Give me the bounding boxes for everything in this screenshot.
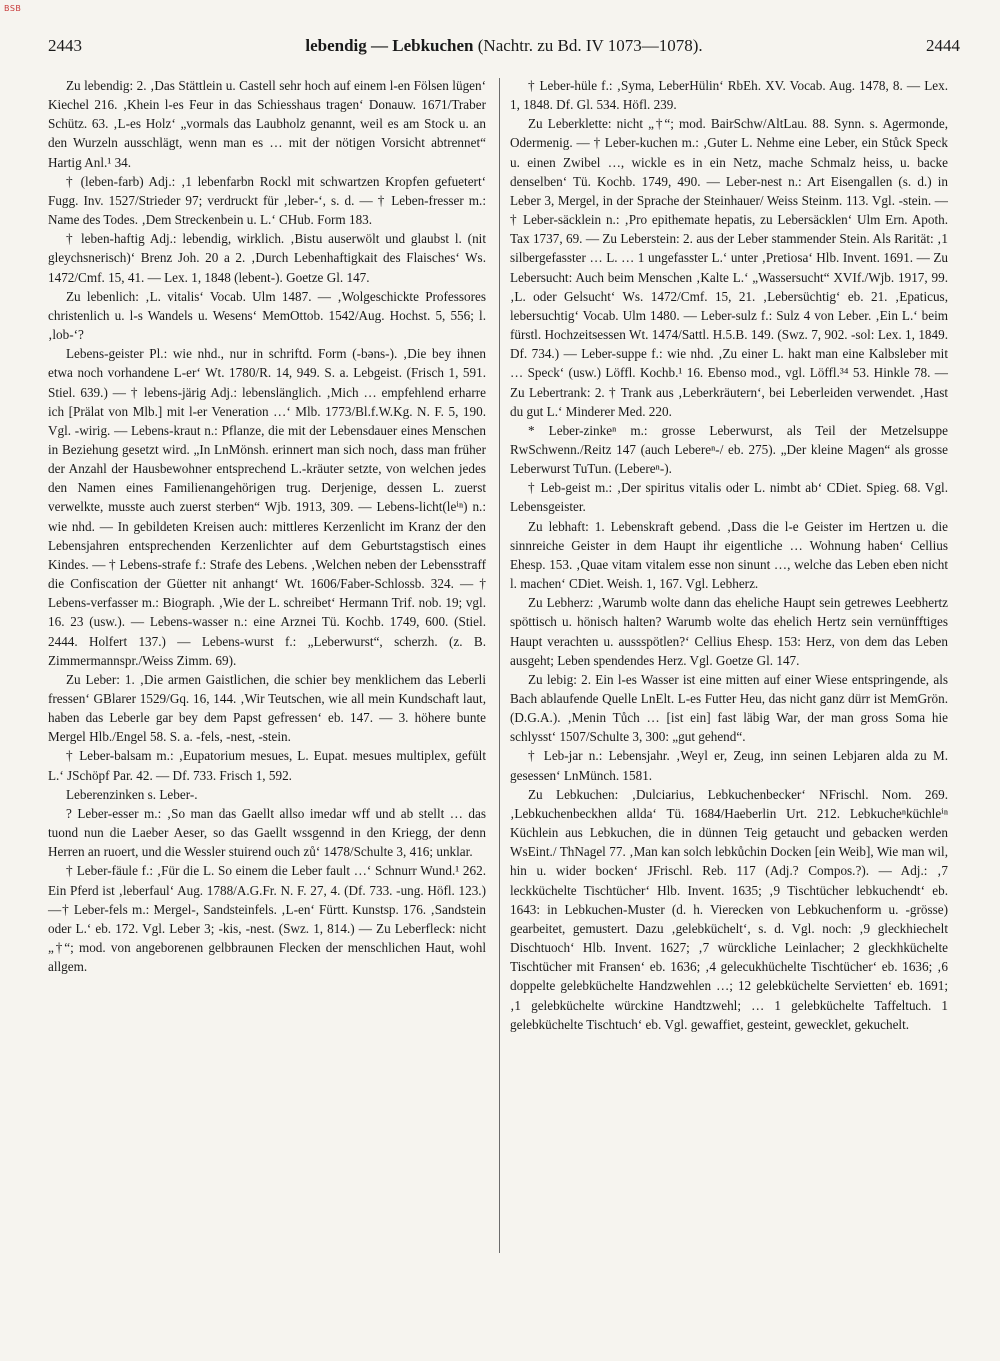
entry-leber: Zu Leber: 1. ‚Die armen Gaistlichen, die schier bey menklichem das Leberli fressen‘ GBlarer 1529/Gq. 16, 144. ‚Wir Teutschen, wie all mein Kundschaft laut, haben das Leberle gar bey dem Papst gefressen‘ eb. 147. — 3. höhere bunte Mergel Hlb./Engel 58. S. a. -fels, -nest, -stein. xyxy=(48,671,486,745)
entry-leber-huele: † Leber-hüle f.: ‚Syma, LeberHülin‘ RbEh. XV. Vocab. Aug. 1478, 8. — Lex. 1, 1848. Df. Gl. 534. Höfl. 239. xyxy=(510,78,948,113)
page-header xyxy=(48,36,960,62)
right-column xyxy=(510,76,948,1034)
entry-leber-balsam: † Leber-balsam m.: ‚Eupatorium mesues, L. Eupat. mesues multiplex, gefült L.‘ JSchöpf Par. 42. — Df. 733. Frisch 1, 592. xyxy=(48,748,486,783)
entry-lebkuchen: Zu Lebkuchen: ‚Dulciarius, Lebkuchenbecker‘ NFrischl. Nom. 269. ‚Lebkuchenbeckhen allda‘ Tü. 1684/Haeberlin Urt. 212. Lebkucheⁿküchleⁱⁿ Küchlein aus Lebkuchen, die in dünnen Teig getaucht und gebacken werden WsEint./ ThNagel 77. ‚Man kan solch lebkůchin Docken [ein Weib], Wie man wil, hin u. wider bocken‘ JFrischl. Reb. 117 (Adj.? Compos.?). — Adj.: ‚7 leckküchelte Tischtücher‘ Hlb. Invent. 1635; ‚9 Tischtücher lebkuchendt‘ eb. 1643: in Lebkuchen-Muster (d. h. Vierecken von Lebkuchenform u. -grösse) gearbeitet, gemustert. Dazu ‚gelebküchelt‘, s. d. Vgl. noch: ‚9 gleckhiechelt Dischtuoch‘ Hlb. Invent. 1627; ‚7 würckliche Leinlacher; 2 gleckhküchelte Tischtücher mit Fransen‘ eb. 1636; ‚4 gelecukhüchelte Tischtücher‘ eb. 1636; ‚6 doppelte gelebküchelte Handzwehlen …; 12 gelebküchelte Servietten‘ eb. 1691; ‚1 gelebküchelte würckine Handtzwehl; … 1 gelebküchelte Taffeltuch. 1 gelebküchelte Tischtuch‘ eb. Vgl. gewaffiet, gesteint, gewecklet, gekuchelt. xyxy=(510,786,948,1032)
entry-leberklette: Zu Leberklette: nicht „†“; mod. BairSchw/AltLau. 88. Synn. s. Agermonde, Odermenig. — † Leber-kuchen m.: ‚Guter L. Nehme eine Leber, ein Stůck Speck u. einen Zwibel …, wickle es in ein Netz, mache Schmalz heiss, u. backe denselben‘ Tü. Kochb. 1749, 490. — Leber-nest n.: Art Eisengallen (s. d.) in Leber 3, Mergel, in der Sprache der Steinhauer/ Weiss Steinm. 113. Vgl. -stein. — † Leber-säcklein n.: ‚Pro epithemate hepatis, zu Lebersäcklen‘ Ulm Ern. Apoth. Tax 1737, 69. — Zu Leberstein: 2. aus der Leber stammender Stein. Als Rarität: ‚1 silbergefasster … L. … 1 ungefasster L.‘ unter ‚Pretiosa‘ Hlb. Invent. 1691. — Zu Lebersucht: Auch beim Menschen ‚Kalte L.‘ „Wassersucht“ XVIf./Wjb. 1917, 99. ‚L. oder Gelsucht‘ Ws. 1472/Cmf. 15, 21. ‚Lebersüchtig‘ eb. 21. ‚Epaticus, lebersuchtig‘ Vocab. Ulm 1480. — Leber-sulz f.: Sulz 4 von Leber. ‚Ein L.‘ beim fürstl. Hochzeitsessen Wt. 1474/Sattl. H.5.B. 149. (Swz. 7, 902. -sol: Lex. 1, 1849. Df. 734.) — Leber-suppe f.: wie nhd. ‚Zu einer L. hakt man eine Kalbsleber mit … Speck‘ (usw.) Löffl. Kochb.¹ 16. Ebenso mod., vgl. Löffl.³⁴ 53. Hinkle 78. — Zu Lebertrank: 2. † Trank aus ‚Leberkräutern‘, bei Leberleiden verwendet. ‚Hast du gut L.‘ Minderer Med. 220. xyxy=(510,116,948,419)
volume-reference: (Nachtr. zu Bd. IV 1073—1078). xyxy=(477,36,703,55)
entry-lebig: Zu lebig: 2. Ein l-es Wasser ist eine mitten auf einer Wiese entspringende, als Bach ablaufende Quelle LnElt. L-es Futter Heu, das nicht ganz dürr ist MemGrön. (D.G.A.). ‚Menin Tůch … [ist ein] fast läbig War, der man gross Soma hie schlysst‘ 1507/Schulte 3, 300: „gut gehend“. xyxy=(510,671,948,745)
entry-lebherz: Zu Lebherz: ‚Warumb wolte dann das eheliche Haupt sein getrewes Leebhertz spöttisch u. hönisch halten? Warumb wolte das ehelich Hertz sein vernünfftiges Haupt verachten u. aussspötlen?‘ Cellius Ehesp. 153: Herz, von dem das Leben ausgeht; Leben spendendes Herz. Vgl. Goetze Gl. 147. xyxy=(510,595,948,668)
entry-leber-zinken: * Leber-zinkeⁿ m.: grosse Leberwurst, als Teil der Metzelsuppe RwSchwenn./Reitz 147 (auch Lebereⁿ-/ eb. 275). „Der kleine Magen“ als grosse Leberwurst TuTun. (Lebereⁿ-). xyxy=(510,422,948,477)
entry-leben-haftig: † leben-haftig Adj.: lebendig, wirklich. ‚Bistu auserwölt und glaubst l. (nit gleychsnerisch)‘ Brenz Joh. 20 a 2. ‚Durch Lebenhaftigkait des Flaisches‘ Ws. 1472/Cmf. 15, 41. — Lex. 1, 1848 (lebent-). Goetze Gl. 147. xyxy=(48,231,486,285)
entry-leben-farb: † (leben-farb) Adj.: ‚1 lebenfarbn Rockl mit schwartzen Kropfen gefuetert‘ Fugg. Inv. 1527/Strieder 97; verdruckt für ‚leber-‘, s. d. — † Leben-fresser m.: Name des Todes. ‚Dem Streckenbein u. L.‘ CHub. Form 183. xyxy=(48,173,486,228)
entry-leberenzinken: Leberenzinken s. Leber-. xyxy=(66,786,198,802)
left-page-number: 2443 xyxy=(48,36,82,55)
left-column xyxy=(48,76,486,976)
entry-leb-jar: † Leb-jar n.: Lebensjahr. ‚Weyl er, Zeug, inn seinen Lebjaren alda zu M. gesessen‘ LnMünch. 1581. xyxy=(510,748,948,783)
entry-lebhaft: Zu lebhaft: 1. Lebenskraft gebend. ‚Dass die l-e Geister im Hertzen u. die sinnreiche Geister in dem Haupt ihr eigentliche … Wohnung haben‘ Cellius Ehesp. 153. ‚Quae vitam vitalem esse non sinunt …, welche das Leben eben nicht l. machen‘ CDiet. Weish. 1, 167. Vgl. Lebherz. xyxy=(510,518,948,592)
entry-lebenlich: Zu lebenlich: ‚L. vitalis‘ Vocab. Ulm 1487. — ‚Wolgeschickte Professores christenlich u. l-s Wandels u. Wesens‘ MemOttob. 1542/Aug. Hochst. 5, 556; l. ‚lob-‘? xyxy=(48,288,486,343)
entry-lebendig: Zu lebendig: 2. ‚Das Stättlein u. Castell sehr hoch auf einem l-en Fölsen lügen‘ Kiechel 216. ‚Khein l-es Feur in das Schiesshaus tragen‘ Donauw. 1671/Traber Schütz. 63. ‚L-es Holz‘ „vormals das Laubholz genannt, weil es am Stock u. an den Wurzeln ausschlägt, wenn man es … mit der nötigen Vorsicht abtrennet“ Hartig Anl.¹ 34. xyxy=(48,78,486,170)
right-page-number: 2444 xyxy=(926,36,960,55)
entry-leber-esser: ? Leber-esser m.: ‚So man das Gaellt allso imedar wff und ab stellt … das tuond nun die Laeber Aeser, so das Gaellt wssgennd in den Kriegg, der denn Herren an ruoert, und die Wessler stuirend ouch zů‘ 1478/Schulte 3, 416; unklar. xyxy=(48,805,486,860)
library-stamp: BSB xyxy=(4,4,22,13)
running-head xyxy=(48,36,960,56)
entry-leb-geist: † Leb-geist m.: ‚Der spiritus vitalis oder L. nimbt ab‘ CDiet. Spieg. 68. Vgl. Lebensgeister. xyxy=(510,480,948,515)
headword-range: lebendig — Lebkuchen xyxy=(305,36,474,55)
entry-leber-faeule: † Leber-fäule f.: ‚Für die L. So einem die Leber fault …‘ Schnurr Wund.¹ 262. Ein Pferd ist ‚leberfaul‘ Aug. 1788/A.G.Fr. N. F. 27, 4. (Df. 733. -ung. Höfl. 123.) —† Leber-fels m.: Mergel-, Sandsteinfels. ‚L-en‘ Fürtt. Kunstsp. 176. ‚Sandstein oder L.‘ eb. 172. Vgl. Leber 3; -kis, -nest. (Swz. 1, 814.) — Zu Leberfleck: nicht „†“; mod. von angeborenen gelbbraunen Flecken der menschlichen Haut, wohl allgem. xyxy=(48,863,486,975)
column-divider xyxy=(499,78,500,1253)
entry-lebens-geister: Lebens-geister Pl.: wie nhd., nur in schriftd. Form (-bəns-). ‚Die bey ihnen etwa noch vorhandene L-er‘ Wt. 1780/R. 14, 949. S. a. Lebgeist. (Frisch 1, 591. Stiel. 639.) — † lebens-järig Adj.: lebenslänglich. ‚Mich … empfehlend erharre ich [Prälat von Mlb.] mit l-er Veneration …‘ Mlb. 1773/Bl.f.W.Kg. N. F. 5, 190. Vgl. -wirig. — Lebens-kraut n.: Pflanze, die mit der Lebensdauer eines Menschen in Beziehung gesetzt wird. „In LnMönsh. erinnert man sich noch, dass man früher der Anzahl der Hausbewohner entsprechend L.-kräuter setzte, von welchen jedes den Namen eines Familienangehörigen trug. Derjenige, dessen L. zuerst verwelkte, musste auch zuerst sterben“ Wjb. 1913, 309. — Lebens-licht(leⁱⁿ) n.: wie nhd. — In gebildeten Kreisen auch: mittleres Kerzenlicht im Kranz der den Lebensjahren entsprechenden Kerzenlichter auf dem Geburtstagstisch eines Kindes. — † Lebens-strafe f.: Strafe des Lebens. ‚Welchen neben der Lebensstraff die Confiscation der Güetter nit anhangt‘ Wt. 1606/Faber-Schlossb. 324. — † Lebens-verfasser m.: Biograph. ‚Wie der L. schreibet‘ Hermann Trif. nob. 19; vgl. 16. 23 (usw.). — Lebens-wasser n.: eine Arznei Tü. Kochb. 1749, 600. (Stiel. 2444. Holfert 137.) — Lebens-wurst f.: „Leberwurst“, scherzh. (z. B. Zimmermannspr./Weiss Zimm. 69). xyxy=(48,346,486,668)
